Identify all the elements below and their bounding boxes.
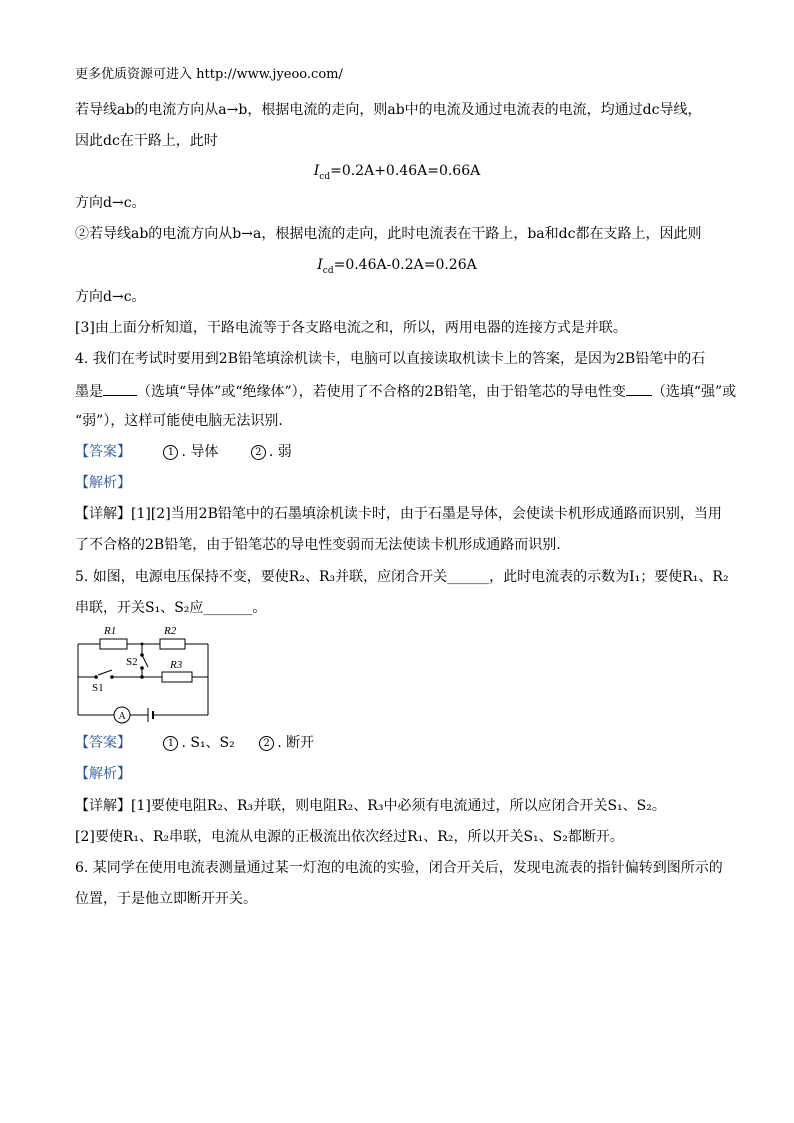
label-ammeter: A (118, 711, 126, 722)
q4-stem (75, 381, 736, 401)
switch-s2 (142, 655, 148, 667)
detail-label: 【详解】 (75, 506, 131, 522)
label-r2: R2 (164, 625, 177, 637)
text-line: ②若导线ab的电流方向从b→a，根据电流的走向，此时电流表在干路上，ba和dc都在支路上，因此则 (75, 226, 702, 242)
q4-detail: 【详解】[1][2]当用2B铅笔中的石墨填涂机读卡时，由于石墨是导体，会使读卡机形成通路而识别，当用 (75, 506, 722, 522)
q4-stem: “弱”），这样可能使电脑无法识别. (75, 413, 283, 429)
text-line: [3]由上面分析知道，干路电流等于各支路电流之和，所以，两用电器的连接方式是并联。 (75, 320, 627, 336)
equation-2 (0, 256, 794, 280)
label-r1: R1 (104, 625, 117, 637)
answer-item: 2 . 断开 (259, 735, 314, 751)
eq-symbol: I (313, 163, 320, 179)
circled-number: 1 (163, 445, 178, 460)
q4-stem-part: 墨是 (75, 384, 103, 400)
answer-blank (103, 381, 137, 396)
text-line: 方向d→c。 (75, 289, 146, 305)
text-line: 因此dc在干路上，此时 (75, 133, 218, 149)
resistor-r1 (100, 639, 127, 649)
circuit-diagram (70, 620, 220, 725)
q4-stem-part: （选填“导体”或“绝缘体”），若使用了不合格的2B铅笔，由于铅笔芯的导电性变 (137, 384, 626, 400)
circled-number: 1 (163, 736, 178, 751)
eq-subscript: cd (319, 171, 331, 182)
resistor-r3 (162, 672, 192, 682)
text-line: 方向d→c。 (75, 195, 146, 211)
eq-body: =0.46A-0.2A=0.26A (333, 257, 477, 273)
analysis-label: 【解析】 (75, 766, 131, 782)
answer-blank (626, 381, 652, 396)
resistor-r2 (160, 639, 185, 649)
switch-s1 (98, 670, 112, 675)
answer-item: 1 . 导体 (163, 444, 218, 460)
eq-symbol: I (317, 257, 323, 273)
answer-label: 【答案】 (75, 735, 131, 751)
q5-answer (75, 734, 314, 752)
circled-number: 2 (251, 445, 266, 460)
label-s2: S2 (126, 656, 138, 668)
answer-label: 【答案】 (75, 444, 131, 460)
q6-stem: 6. 某同学在使用电流表测量通过某一灯泡的电流的实验，闭合开关后，发现电流表的指针偏转到图所示的 (75, 860, 723, 876)
label-s1: S1 (92, 682, 104, 694)
circled-number: 2 (259, 736, 274, 751)
q5-stem: 串联，开关S₁、S₂应_______。 (75, 600, 267, 616)
equation-1 (0, 162, 794, 186)
detail-label: 【详解】 (75, 798, 131, 814)
header-text: 更多优质资源可进入 (75, 67, 193, 82)
text-line: 若导线ab的电流方向从a→b，根据电流的走向，则ab中的电流及通过电流表的电流，均通过dc导线， (75, 102, 702, 118)
answer-item: 1 . S₁、S₂ (163, 735, 234, 751)
eq-body: =0.2A+0.46A=0.66A (330, 163, 481, 179)
eq-subscript: cd (322, 265, 334, 276)
header-url[interactable]: http://www.jyeoo.com/ (196, 67, 343, 82)
q4-answer (75, 443, 292, 461)
q5-stem: 5. 如图，电源电压保持不变，要使R₂、R₃并联，应闭合开关______，此时电流表的示数为I₁；要使R₁、R₂ (75, 569, 729, 585)
q6-stem: 位置，于是他立即断开开关。 (75, 891, 257, 907)
site-header (75, 66, 343, 84)
answer-item: 2 . 弱 (251, 444, 292, 460)
analysis-label: 【解析】 (75, 475, 131, 491)
q5-detail: 【详解】[1]要使电阻R₂、R₃并联，则电阻R₂、R₃中必须有电流通过，所以应闭合开关S₁、S₂。 (75, 798, 666, 814)
label-r3: R3 (170, 659, 183, 671)
q4-stem: 4. 我们在考试时要用到2B铅笔填涂机读卡，电脑可以直接读取机读卡上的答案，是因为2B铅笔中的石 (75, 351, 706, 367)
q4-stem-part: （选填“强”或 (651, 384, 737, 400)
q5-detail: [2]要使R₁、R₂串联，电流从电源的正极流出依次经过R₁、R₂，所以开关S₁、S₂都断开。 (75, 829, 624, 845)
q4-detail: 了不合格的2B铅笔，由于铅笔芯的导电性变弱而无法使读卡机形成通路而识别. (75, 537, 561, 553)
